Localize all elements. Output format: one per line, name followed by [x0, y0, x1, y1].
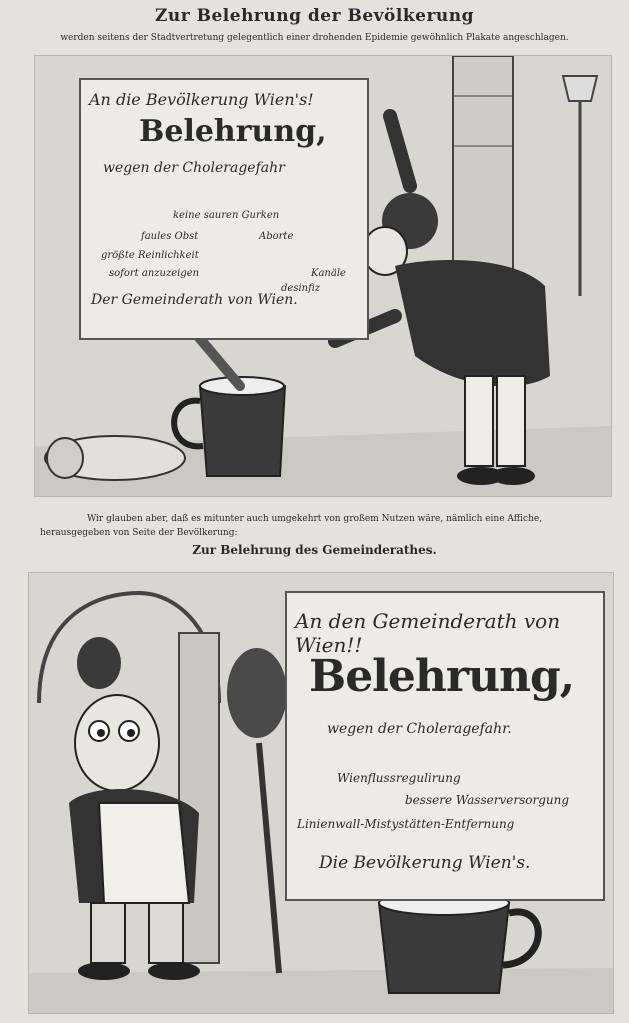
poster-heading: Belehrung,: [139, 114, 327, 149]
page-title: Zur Belehrung der Bevölkerung: [154, 6, 475, 26]
poster-signature: Die Bevölkerung Wien's.: [319, 853, 531, 873]
poster-item: bessere Wasserversorgung: [405, 793, 570, 807]
poster-item: Wienflussregulirung: [337, 771, 461, 785]
poster-signature: Der Gemeinderath von Wien.: [91, 292, 298, 308]
middle-title: Zur Belehrung des Gemeinderathes.: [192, 543, 437, 557]
middle-text-line2: herausgegeben von Seite der Bevölkerung:: [40, 528, 238, 538]
poster-item: desinfiz: [281, 283, 321, 294]
poster-counter-warning: [285, 591, 605, 901]
poster-item: keine sauren Gurken: [173, 210, 280, 221]
poster-subheading: wegen der Choleragefahr: [103, 160, 285, 176]
poster-address: An die Bevölkerung Wien's!: [89, 90, 314, 109]
poster-heading: Belehrung,: [309, 651, 575, 702]
poster-item: Linienwall-Mistystätten-Entfernung: [297, 817, 515, 831]
poster-address: An den Gemeinderath von Wien!!: [295, 609, 561, 657]
poster-item: Aborte: [259, 231, 294, 242]
poster-item: faules Obst: [141, 231, 199, 242]
poster-subheading: wegen der Choleragefahr.: [327, 721, 512, 737]
middle-text-line1: Wir glauben aber, daß es mitunter auch umgekehrt von großem Nutzen wäre, nämlich eine Affiche,: [86, 514, 543, 524]
page-subtitle: werden seitens der Stadtvertretung gelegentlich einer drohenden Epidemie gewöhnlich Plakate angeschlagen.: [60, 33, 569, 43]
bottom-illustration: [28, 572, 614, 1014]
poster-item: größte Reinlichkeit: [101, 250, 199, 261]
top-illustration: [34, 55, 612, 497]
poster-item: sofort anzuzeigen: [109, 268, 200, 279]
poster-item: Kanäle: [311, 268, 346, 279]
poster-cholera-warning: [79, 78, 369, 340]
